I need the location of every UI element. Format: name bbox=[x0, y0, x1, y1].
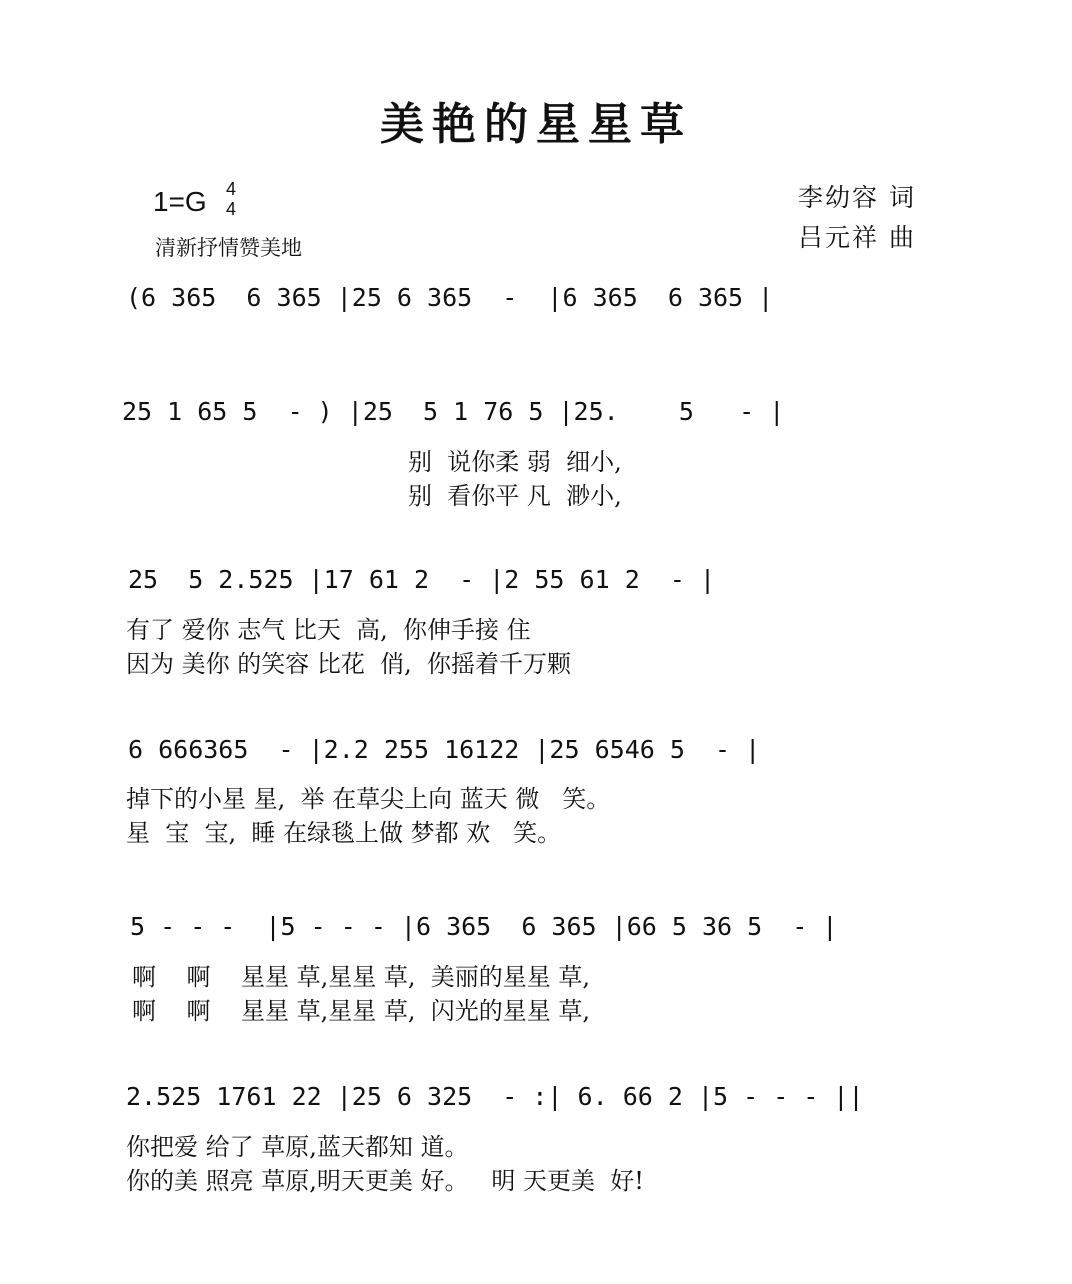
time-signature-bottom: 4 bbox=[226, 199, 237, 219]
notation-line: 25 1 65 5 - ) |25 5 1 76 5 |25. 5 - | bbox=[122, 397, 785, 426]
lyricist-credit: 李幼容 词 bbox=[798, 183, 916, 212]
time-signature bbox=[226, 179, 236, 219]
lyric-line: 你把爱 给了 草原,蓝天都知 道。 bbox=[126, 1133, 469, 1161]
tempo-marking: 清新抒情赞美地 bbox=[155, 236, 302, 260]
notation-line: 25 5 2.525 |17 61 2 - |2 55 61 2 - | bbox=[128, 565, 715, 594]
lyric-line: 掉下的小星 星, 举 在草尖上向 蓝天 微 笑。 bbox=[126, 785, 611, 813]
notation-line: 6 666365 - |2.2 255 16122 |25 6546 5 - | bbox=[128, 735, 761, 764]
song-title: 美艳的星星草 bbox=[380, 99, 692, 150]
lyric-line: 啊 啊 星星 草,星星 草, 闪光的星星 草, bbox=[132, 997, 591, 1025]
key-signature: 1=G bbox=[153, 186, 207, 217]
lyric-line: 啊 啊 星星 草,星星 草, 美丽的星星 草, bbox=[132, 963, 591, 991]
lyric-line: 你的美 照亮 草原,明天更美 好。 明 天更美 好! bbox=[126, 1167, 644, 1195]
time-signature-top: 4 bbox=[226, 179, 237, 199]
lyric-line: 因为 美你 的笑容 比花 俏, 你摇着千万颗 bbox=[126, 650, 572, 678]
lyric-line: 有了 爱你 志气 比天 高, 你伸手接 住 bbox=[126, 616, 531, 644]
notation-line: 5 - - - |5 - - - |6 365 6 365 |66 5 36 5 - | bbox=[130, 912, 838, 941]
lyric-line: 星 宝 宝, 睡 在绿毯上做 梦都 欢 笑。 bbox=[126, 819, 562, 847]
notation-line: 2.525 1761 22 |25 6 325 - :| 6. 66 2 |5 - - - || bbox=[126, 1082, 864, 1111]
lyric-line: 别 看你平 凡 渺小, bbox=[408, 482, 622, 510]
notation-line: (6 365 6 365 |25 6 365 - |6 365 6 365 | bbox=[126, 283, 774, 312]
composer-credit: 吕元祥 曲 bbox=[798, 223, 916, 252]
lyric-line: 别 说你柔 弱 细小, bbox=[408, 448, 622, 476]
